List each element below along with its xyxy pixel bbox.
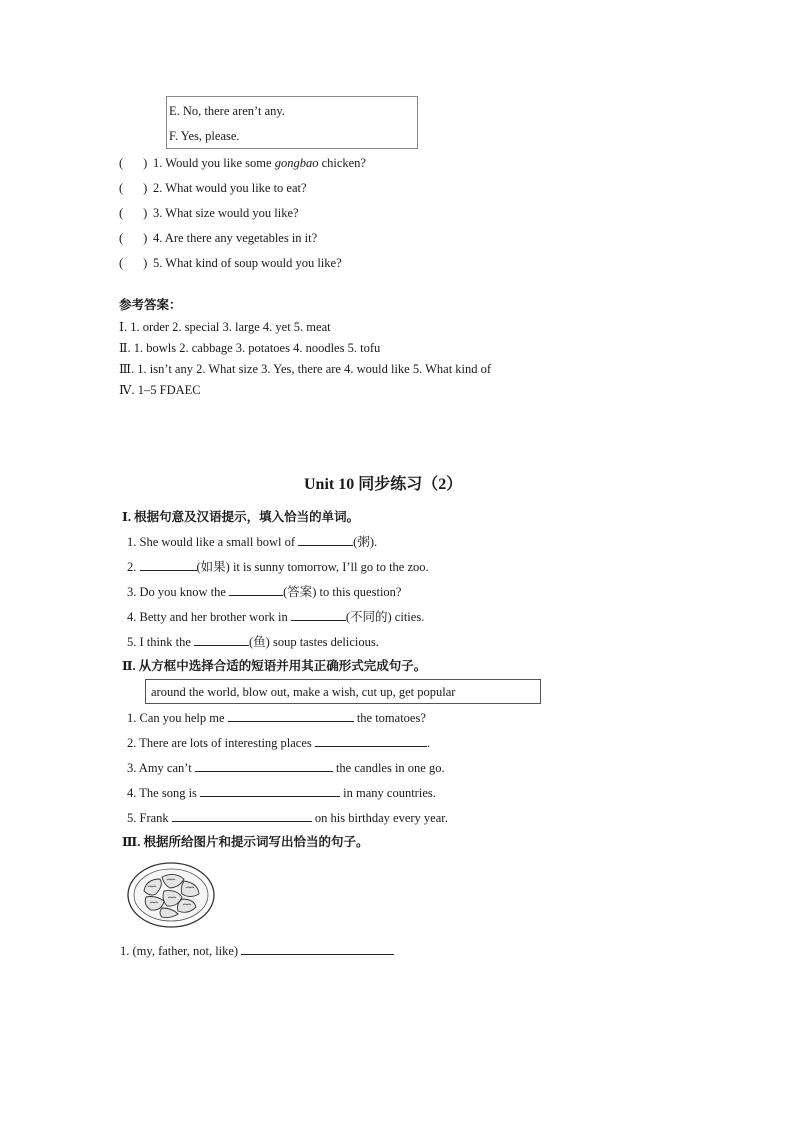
answer-blank[interactable] — [172, 809, 312, 822]
answer-blank[interactable] — [228, 709, 354, 722]
answer-blank[interactable] — [195, 759, 333, 772]
unit-title: Unit 10 同步练习（2） — [304, 476, 463, 493]
option-f: F. Yes, please. — [169, 129, 240, 143]
matching-question: ( ) 3. What size would you like? — [119, 206, 299, 220]
fill-item: 5. Frank on his birthday every year. — [127, 811, 448, 825]
matching-question: ( ) 4. Are there any vegetables in it? — [119, 231, 318, 245]
fill-item: 2. There are lots of interesting places . — [127, 736, 431, 750]
dumplings-plate-image — [126, 861, 216, 929]
answer-line: Ⅲ. 1. isn’t any 2. What size 3. Yes, there are 4. would like 5. What kind of — [119, 362, 492, 376]
answer-blank[interactable] — [291, 608, 346, 621]
answers-heading: 参考答案： — [119, 298, 182, 312]
fill-item: 4. Betty and her brother work in (不同的) cities. — [127, 610, 425, 624]
fill-item: 2. (如果) it is sunny tomorrow, I’ll go to the zoo. — [127, 560, 429, 574]
section1-heading: Ⅰ. 根据句意及汉语提示，填入恰当的单词。 — [122, 510, 360, 524]
section3-heading: Ⅲ. 根据所给图片和提示词写出恰当的句子。 — [122, 835, 369, 849]
answer-blank[interactable] — [315, 734, 427, 747]
answer-blank[interactable] — [200, 784, 340, 797]
section2-heading: Ⅱ. 从方框中选择合适的短语并用其正确形式完成句子。 — [122, 659, 427, 673]
fill-item: 4. The song is in many countries. — [127, 786, 436, 800]
answer-line: Ⅱ. 1. bowls 2. cabbage 3. potatoes 4. noodles 5. tofu — [119, 341, 381, 355]
answer-blank[interactable] — [298, 533, 353, 546]
fill-item: 3. Do you know the (答案) to this question? — [127, 585, 402, 599]
answer-blank[interactable] — [229, 583, 283, 596]
options-box — [166, 96, 418, 149]
fill-item: 1. She would like a small bowl of (粥). — [127, 535, 378, 549]
answer-line: Ⅳ. 1–5 FDAEC — [119, 383, 201, 397]
answer-blank[interactable] — [241, 942, 394, 955]
phrase-box: around the world, blow out, make a wish, cut up, get popular — [145, 679, 541, 704]
matching-question: ( ) 2. What would you like to eat? — [119, 181, 307, 195]
matching-question: ( ) 5. What kind of soup would you like? — [119, 256, 342, 270]
sentence-item: 1. (my, father, not, like) — [120, 942, 394, 959]
matching-question: ( ) 1. Would you like some gongbao chicken? — [119, 156, 366, 170]
answer-blank[interactable] — [194, 633, 249, 646]
fill-item: 5. I think the (鱼) soup tastes delicious. — [127, 635, 379, 649]
fill-item: 1. Can you help me the tomatoes? — [127, 711, 426, 725]
fill-item: 3. Amy can’t the candles in one go. — [127, 761, 445, 775]
answer-blank[interactable] — [140, 558, 197, 571]
option-e: E. No, there aren’t any. — [169, 104, 285, 118]
answer-line: Ⅰ. 1. order 2. special 3. large 4. yet 5. meat — [119, 320, 331, 334]
